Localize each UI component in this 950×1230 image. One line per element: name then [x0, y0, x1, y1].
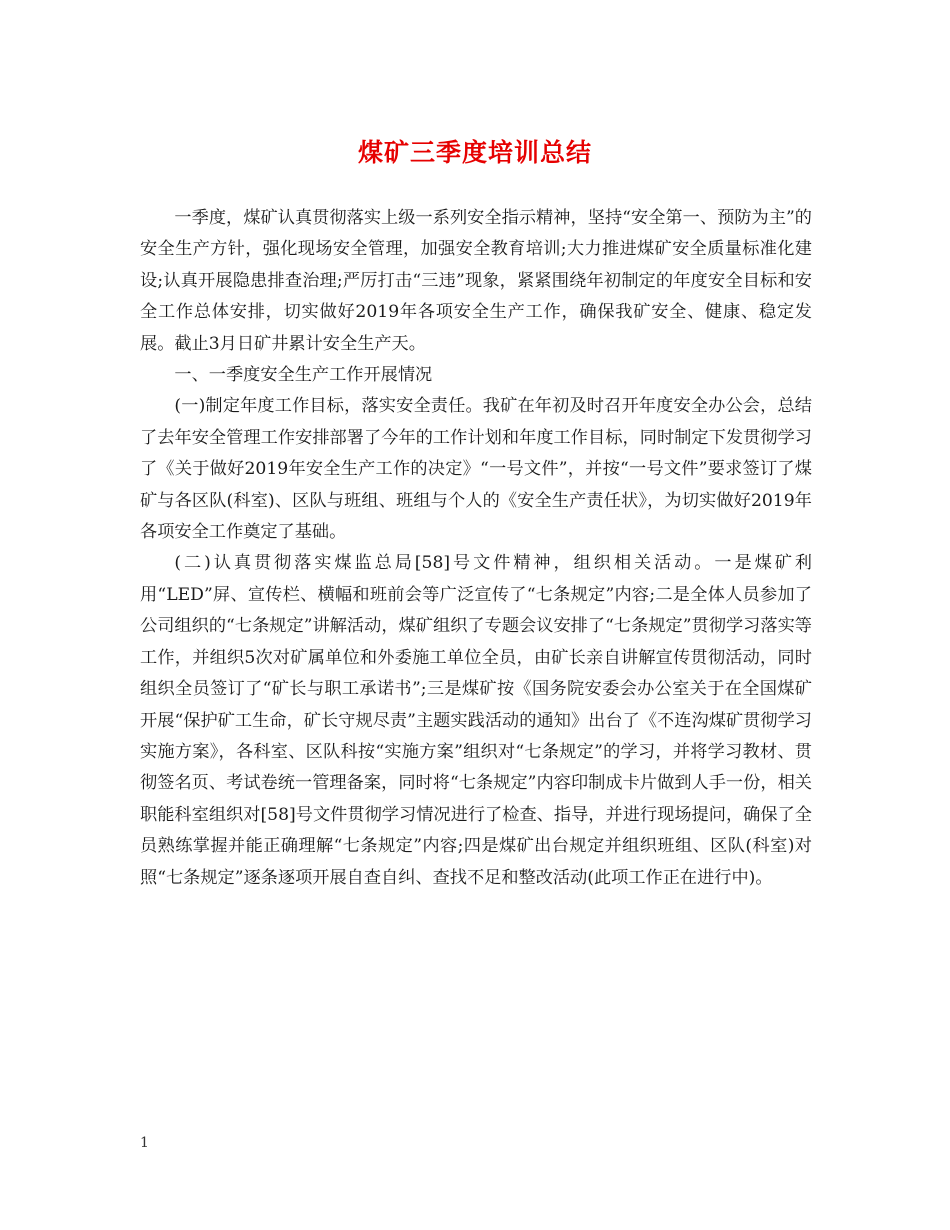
section-heading: 一、一季度安全生产工作开展情况 — [174, 365, 433, 386]
document-title: 煤矿三季度培训总结 — [357, 138, 592, 167]
page-number: 1 — [140, 1135, 149, 1151]
paragraph-section-2: (二)认真贯彻落实煤监总局[58]号文件精神，组织相关活动。一是煤矿利用“LED”屏、宣传栏、横幅和班前会等广泛宣传了“七条规定”内容;二是全体人员参加了公司组织的“七条规定”讲解活动，煤矿组织了专题会议安排了“七条规定”贯彻学习落实等工作，并组织5次对矿属单位和外委施工单位全员，由矿长亲自讲解宣传贯彻活动，同时组织全员签订了“矿长与职工承诺书”;三是煤矿按《国务院安委会办公室关于在全国煤矿开展“保护矿工生命，矿长守规尽责”主题实践活动的通知》出台了《不连沟煤矿贯彻学习实施方案》，各科室、区队科按“实施方案”组织对“七条规定”的学习，并将学习教材、贯彻签名页、考试卷统一管理备案，同时将“七条规定”内容印制成卡片做到人手一份，相关职能科室组织对[58]号文件贯彻学习情况进行了检查、指导，并进行现场提问，确保了全员熟练掌握并能正确理解“七条规定”内容;四是煤矿出台规定并组织班组、区队(科室)对照“七条规定”逐条逐项开展自查自纠、查找不足和整改活动(此项工作正在进行中)。 — [140, 553, 812, 888]
paragraph-section-1: (一)制定年度工作目标，落实安全责任。我矿在年初及时召开年度安全办公会，总结了去年安全管理工作安排部署了今年的工作计划和年度工作目标，同时制定下发贯彻学习了《关于做好2019年安全生产工作的决定》“一号文件”，并按“一号文件”要求签订了煤矿与各区队(科室)、区队与班组、班组与个人的《安全生产责任状》，为切实做好2019年各项安全工作奠定了基础。 — [140, 396, 812, 543]
document-body — [140, 203, 812, 894]
paragraph-intro: 一季度，煤矿认真贯彻落实上级一系列安全指示精神，坚持“安全第一、预防为主”的安全生产方针，强化现场安全管理，加强安全教育培训;大力推进煤矿安全质量标准化建设;认真开展隐患排查治理;严厉打击“三违”现象，紧紧围绕年初制定的年度安全目标和安全工作总体安排，切实做好2019年各项安全生产工作，确保我矿安全、健康、稳定发展。截止3月日矿井累计安全生产天。 — [140, 208, 812, 354]
